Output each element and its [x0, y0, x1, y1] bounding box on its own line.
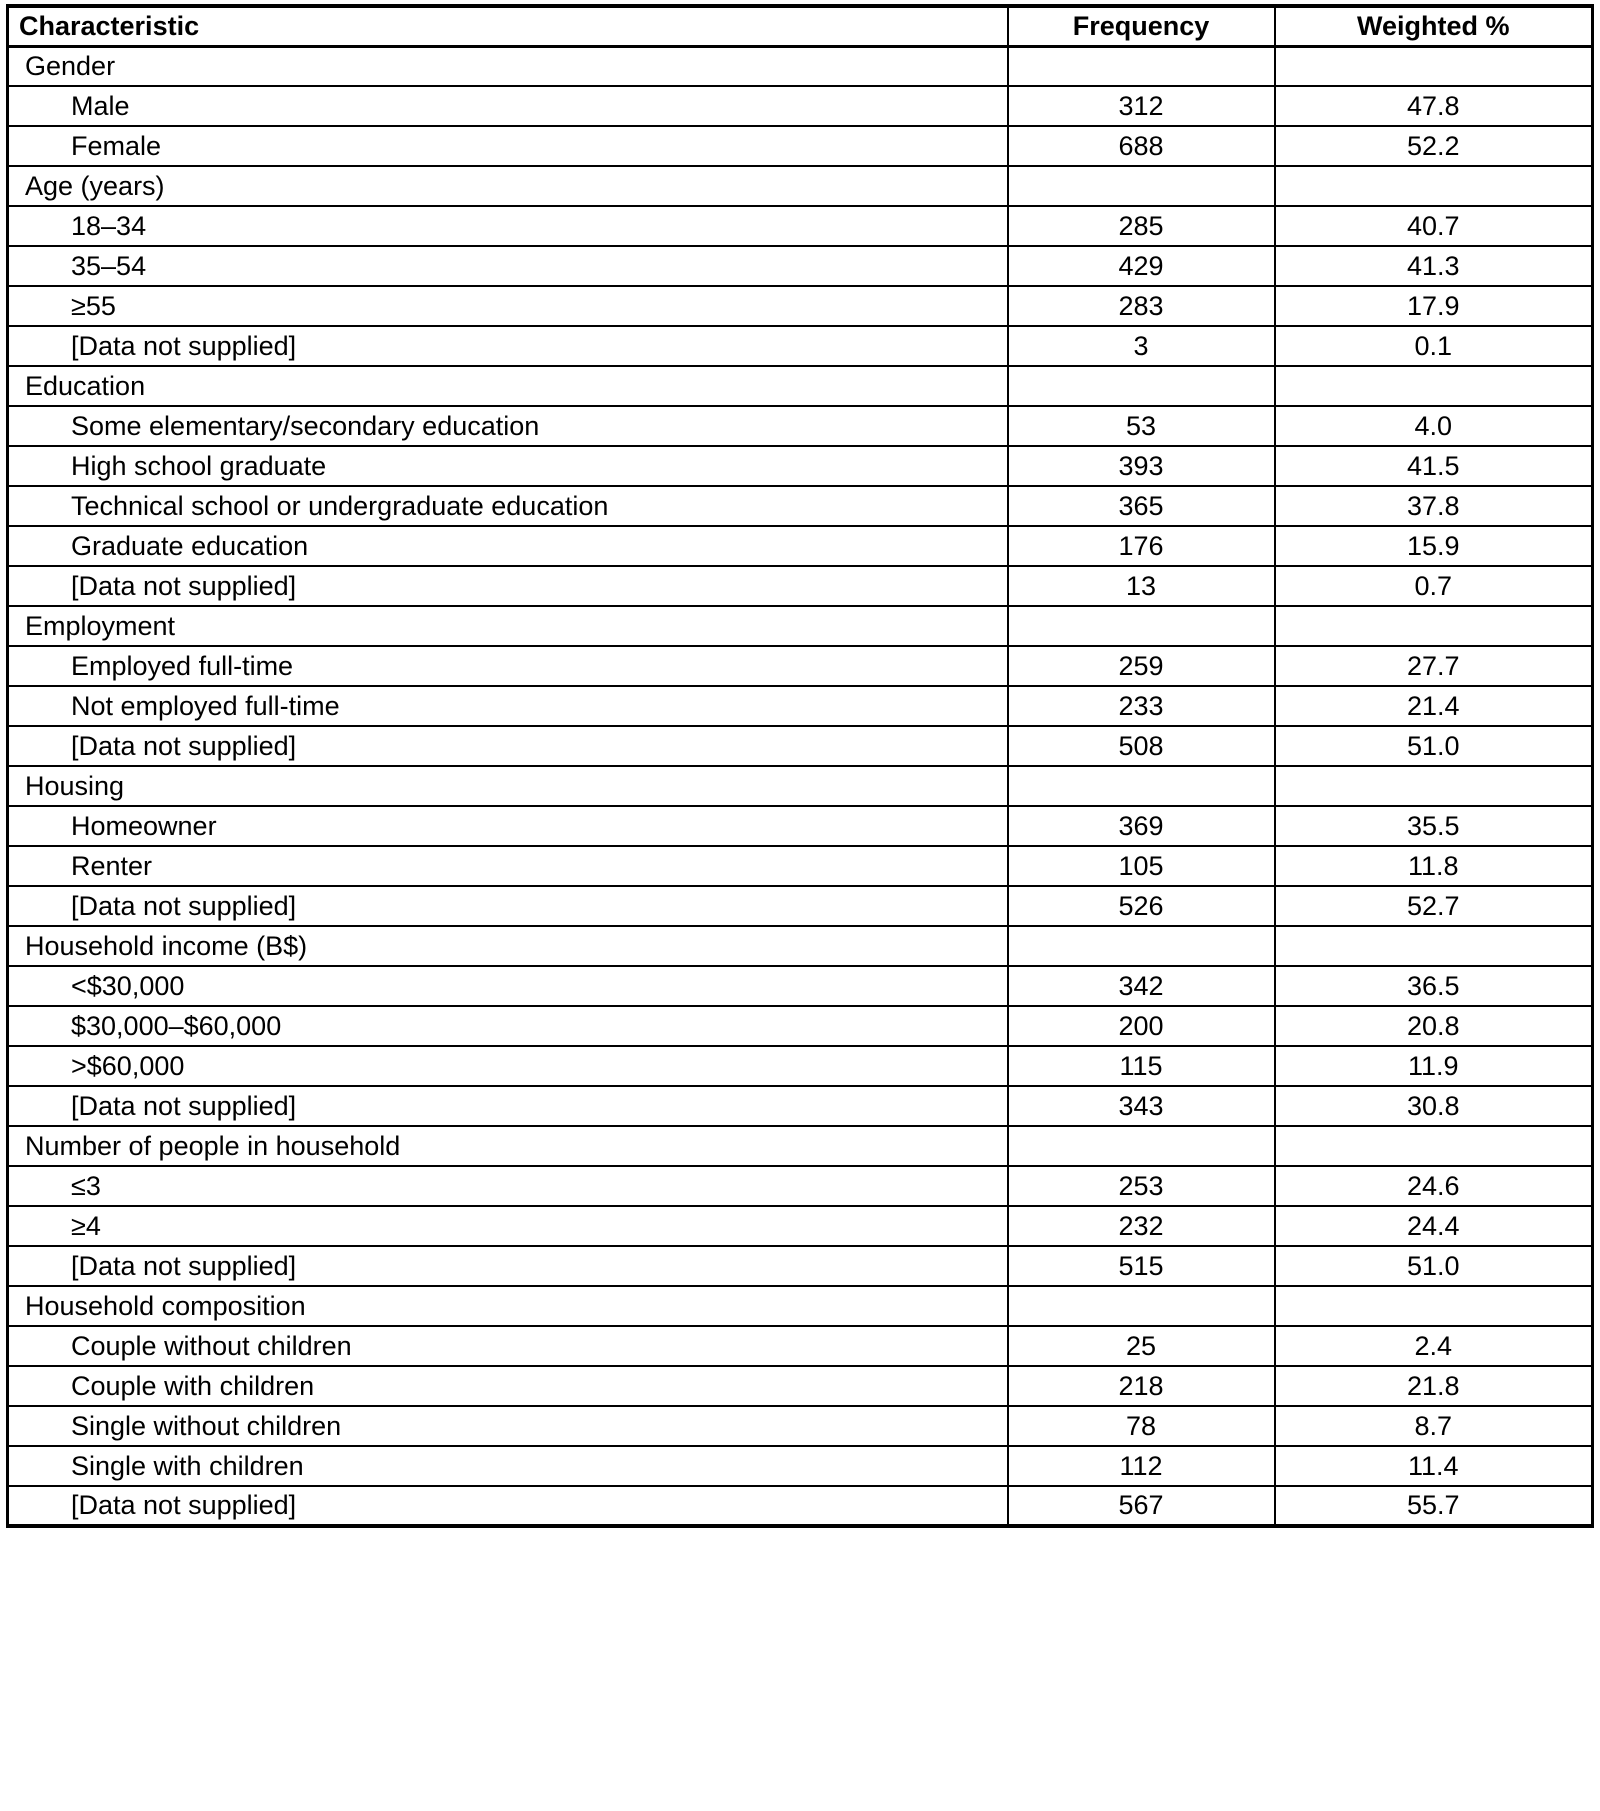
table-row [8, 1086, 1593, 1126]
row-item-label: Single without children [8, 1406, 1008, 1446]
row-frequency-value [1008, 366, 1275, 406]
table-row [8, 1246, 1593, 1286]
column-header-characteristic: Characteristic [8, 6, 1008, 46]
row-frequency-value [1008, 1286, 1275, 1326]
row-group-label: Number of people in household [8, 1126, 1008, 1166]
row-item-label: Employed full-time [8, 646, 1008, 686]
row-group-label: Gender [8, 46, 1008, 86]
row-frequency-value: 508 [1008, 726, 1275, 766]
row-frequency-value [1008, 1126, 1275, 1166]
table-row [8, 1166, 1593, 1206]
row-item-label: Male [8, 86, 1008, 126]
table-body [8, 46, 1593, 1526]
row-weighted-percent-value: 41.3 [1275, 246, 1593, 286]
row-frequency-value: 176 [1008, 526, 1275, 566]
row-weighted-percent-value: 52.7 [1275, 886, 1593, 926]
row-group-label: Employment [8, 606, 1008, 646]
row-frequency-value [1008, 606, 1275, 646]
row-item-label: 35–54 [8, 246, 1008, 286]
row-item-label: [Data not supplied] [8, 1086, 1008, 1126]
row-weighted-percent-value: 11.8 [1275, 846, 1593, 886]
row-item-label: Renter [8, 846, 1008, 886]
row-weighted-percent-value: 21.8 [1275, 1366, 1593, 1406]
table-row [8, 1286, 1593, 1326]
row-frequency-value: 567 [1008, 1486, 1275, 1526]
row-item-label: >$60,000 [8, 1046, 1008, 1086]
table-row [8, 406, 1593, 446]
row-weighted-percent-value: 36.5 [1275, 966, 1593, 1006]
row-weighted-percent-value: 55.7 [1275, 1486, 1593, 1526]
row-frequency-value [1008, 766, 1275, 806]
row-frequency-value: 342 [1008, 966, 1275, 1006]
row-frequency-value: 285 [1008, 206, 1275, 246]
row-item-label: Not employed full-time [8, 686, 1008, 726]
column-header-frequency: Frequency [1008, 6, 1275, 46]
row-weighted-percent-value [1275, 1126, 1593, 1166]
demographics-table [6, 4, 1594, 1528]
row-item-label: [Data not supplied] [8, 886, 1008, 926]
row-frequency-value: 393 [1008, 446, 1275, 486]
row-weighted-percent-value [1275, 766, 1593, 806]
row-item-label: [Data not supplied] [8, 1246, 1008, 1286]
row-frequency-value: 515 [1008, 1246, 1275, 1286]
table-row [8, 646, 1593, 686]
row-weighted-percent-value: 41.5 [1275, 446, 1593, 486]
row-frequency-value: 312 [1008, 86, 1275, 126]
row-frequency-value: 233 [1008, 686, 1275, 726]
table-row [8, 166, 1593, 206]
table-row [8, 46, 1593, 86]
row-item-label: Homeowner [8, 806, 1008, 846]
row-frequency-value [1008, 926, 1275, 966]
row-item-label: [Data not supplied] [8, 566, 1008, 606]
row-frequency-value: 218 [1008, 1366, 1275, 1406]
table-row [8, 686, 1593, 726]
row-frequency-value: 25 [1008, 1326, 1275, 1366]
row-item-label: High school graduate [8, 446, 1008, 486]
table-row [8, 1486, 1593, 1526]
row-frequency-value: 112 [1008, 1446, 1275, 1486]
row-weighted-percent-value: 15.9 [1275, 526, 1593, 566]
row-weighted-percent-value [1275, 1286, 1593, 1326]
row-weighted-percent-value: 30.8 [1275, 1086, 1593, 1126]
table-row [8, 846, 1593, 886]
row-weighted-percent-value: 51.0 [1275, 726, 1593, 766]
row-item-label: <$30,000 [8, 966, 1008, 1006]
table-row [8, 1126, 1593, 1166]
table-row [8, 926, 1593, 966]
table-row [8, 206, 1593, 246]
table-row [8, 286, 1593, 326]
table-row [8, 446, 1593, 486]
row-weighted-percent-value [1275, 926, 1593, 966]
table-row [8, 86, 1593, 126]
row-weighted-percent-value [1275, 366, 1593, 406]
row-weighted-percent-value: 0.7 [1275, 566, 1593, 606]
row-weighted-percent-value: 8.7 [1275, 1406, 1593, 1446]
table-row [8, 246, 1593, 286]
row-weighted-percent-value: 35.5 [1275, 806, 1593, 846]
row-group-label: Household composition [8, 1286, 1008, 1326]
row-frequency-value: 3 [1008, 326, 1275, 366]
table-row [8, 126, 1593, 166]
row-weighted-percent-value: 11.4 [1275, 1446, 1593, 1486]
row-weighted-percent-value: 2.4 [1275, 1326, 1593, 1366]
row-item-label: Single with children [8, 1446, 1008, 1486]
table-row [8, 1326, 1593, 1366]
table-row [8, 486, 1593, 526]
row-weighted-percent-value [1275, 606, 1593, 646]
table-header [8, 6, 1593, 46]
row-item-label: [Data not supplied] [8, 326, 1008, 366]
row-group-label: Household income (B$) [8, 926, 1008, 966]
row-weighted-percent-value: 24.6 [1275, 1166, 1593, 1206]
row-frequency-value: 688 [1008, 126, 1275, 166]
row-weighted-percent-value: 24.4 [1275, 1206, 1593, 1246]
table-row [8, 566, 1593, 606]
table-row [8, 726, 1593, 766]
row-frequency-value: 526 [1008, 886, 1275, 926]
row-item-label: $30,000–$60,000 [8, 1006, 1008, 1046]
table-row [8, 1406, 1593, 1446]
row-frequency-value: 365 [1008, 486, 1275, 526]
row-item-label: Some elementary/secondary education [8, 406, 1008, 446]
row-frequency-value: 253 [1008, 1166, 1275, 1206]
table-row [8, 806, 1593, 846]
row-weighted-percent-value: 17.9 [1275, 286, 1593, 326]
row-weighted-percent-value: 20.8 [1275, 1006, 1593, 1046]
row-item-label: Female [8, 126, 1008, 166]
row-weighted-percent-value: 37.8 [1275, 486, 1593, 526]
row-item-label: 18–34 [8, 206, 1008, 246]
row-item-label: Technical school or undergraduate education [8, 486, 1008, 526]
row-frequency-value: 343 [1008, 1086, 1275, 1126]
row-group-label: Age (years) [8, 166, 1008, 206]
table-header-row [8, 6, 1593, 46]
table-row [8, 1006, 1593, 1046]
row-item-label: ≤3 [8, 1166, 1008, 1206]
row-frequency-value: 78 [1008, 1406, 1275, 1446]
table-row [8, 966, 1593, 1006]
row-group-label: Education [8, 366, 1008, 406]
table-row [8, 1046, 1593, 1086]
row-item-label: Couple without children [8, 1326, 1008, 1366]
row-weighted-percent-value: 40.7 [1275, 206, 1593, 246]
row-weighted-percent-value: 0.1 [1275, 326, 1593, 366]
table-row [8, 1366, 1593, 1406]
row-item-label: ≥55 [8, 286, 1008, 326]
row-weighted-percent-value: 52.2 [1275, 126, 1593, 166]
table-row [8, 1206, 1593, 1246]
row-frequency-value [1008, 166, 1275, 206]
table-row [8, 326, 1593, 366]
row-frequency-value: 115 [1008, 1046, 1275, 1086]
row-item-label: Couple with children [8, 1366, 1008, 1406]
row-frequency-value: 259 [1008, 646, 1275, 686]
row-weighted-percent-value: 11.9 [1275, 1046, 1593, 1086]
table-row [8, 526, 1593, 566]
table-row [8, 366, 1593, 406]
row-weighted-percent-value [1275, 46, 1593, 86]
row-frequency-value: 105 [1008, 846, 1275, 886]
row-weighted-percent-value: 27.7 [1275, 646, 1593, 686]
row-frequency-value: 53 [1008, 406, 1275, 446]
row-weighted-percent-value [1275, 166, 1593, 206]
column-header-weighted-percent: Weighted % [1275, 6, 1593, 46]
table-row [8, 1446, 1593, 1486]
row-item-label: [Data not supplied] [8, 726, 1008, 766]
row-frequency-value: 369 [1008, 806, 1275, 846]
row-weighted-percent-value: 47.8 [1275, 86, 1593, 126]
table-row [8, 606, 1593, 646]
row-item-label: Graduate education [8, 526, 1008, 566]
row-item-label: [Data not supplied] [8, 1486, 1008, 1526]
row-frequency-value: 13 [1008, 566, 1275, 606]
table-row [8, 886, 1593, 926]
row-frequency-value: 232 [1008, 1206, 1275, 1246]
row-weighted-percent-value: 4.0 [1275, 406, 1593, 446]
row-weighted-percent-value: 21.4 [1275, 686, 1593, 726]
row-frequency-value [1008, 46, 1275, 86]
row-frequency-value: 283 [1008, 286, 1275, 326]
row-group-label: Housing [8, 766, 1008, 806]
table-row [8, 766, 1593, 806]
row-frequency-value: 200 [1008, 1006, 1275, 1046]
row-item-label: ≥4 [8, 1206, 1008, 1246]
row-frequency-value: 429 [1008, 246, 1275, 286]
row-weighted-percent-value: 51.0 [1275, 1246, 1593, 1286]
